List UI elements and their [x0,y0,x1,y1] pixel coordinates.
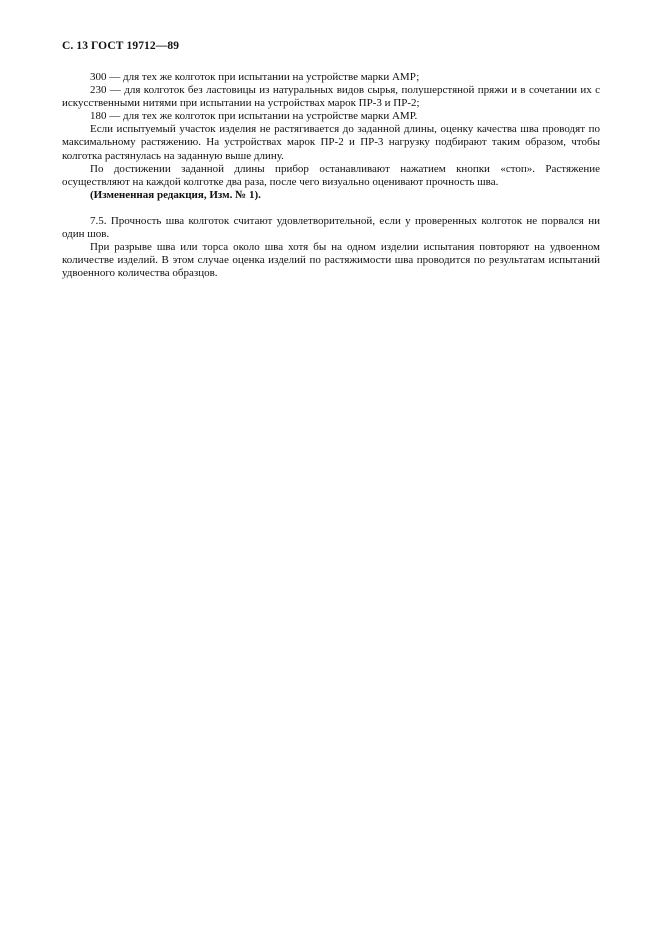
page-header: С. 13 ГОСТ 19712—89 [62,40,180,52]
paragraph-300-amr: 300 — для тех же колготок при испытании на устройстве марки АМР; [90,71,420,83]
paragraph-180-amr: 180 — для тех же колготок при испытании на устройстве марки АМР. [90,110,418,123]
amendment-note: (Измененная редакция, Изм. № 1). [90,188,261,201]
paragraph-seam-rupture: При разрыве шва или торса около шва хотя бы на одном изделии испытания повторяют на удвоенном количестве изделий. В этом случае оценка изделий по растяжимости шва проводится по результатам испытаний удвоенного количества образцов. [62,241,600,280]
paragraph-max-stretch: Если испытуемый участок изделия не растягивается до заданной длины, оценку качества шва проводят по максимальному растяжению. На устройствах марок ПР-2 и ПР-3 нагрузку подбирают таким образом, чтобы колготка растянулась на заданную выше длину. [62,123,600,162]
document-body [62,71,600,280]
paragraph-stop-button: По достижении заданной длины прибор останавливают нажатием кнопки «стоп». Растяжение осуществляют на каждой колготке два раза, после чего визуально оценивают прочность шва. [62,162,600,188]
paragraph-230-pr: 230 — для колготок без ластовицы из натуральных видов сырья, полушерстяной пряжи и в сочетании их с искусственными нитями при испытании на устройствах марок ПР-3 и ПР-2; [62,84,600,110]
clause-7-5: 7.5. Прочность шва колготок считают удовлетворительной, если у проверенных колготок не порвался ни один шов. [62,214,600,241]
